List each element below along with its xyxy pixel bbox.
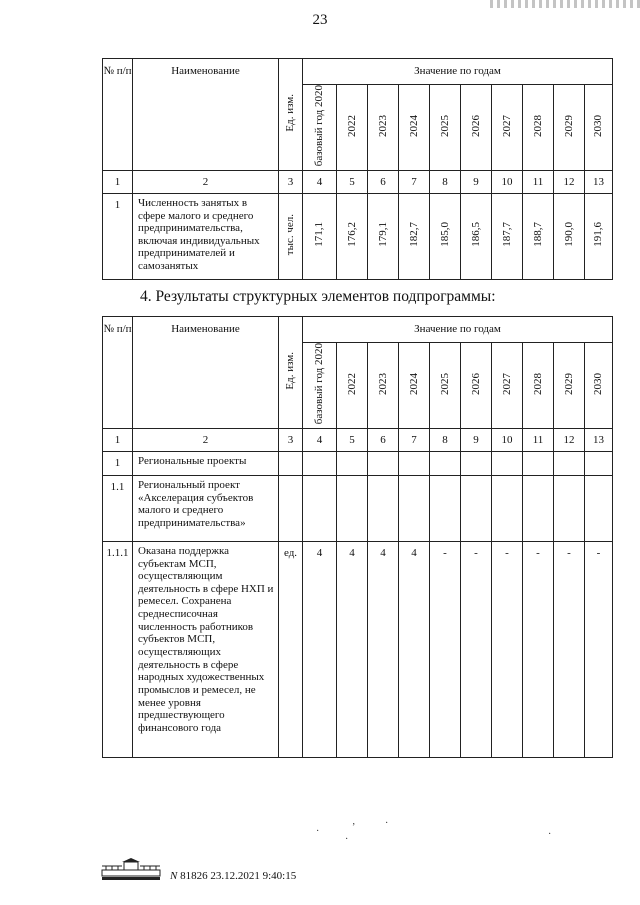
- row-name: Региональные проекты: [133, 451, 279, 475]
- indicators-table: [102, 58, 613, 280]
- col-number: 13: [585, 428, 613, 451]
- page-number: 23: [312, 12, 328, 28]
- row-value: [430, 475, 461, 541]
- row-value: 4: [399, 541, 430, 757]
- col-number: 6: [368, 170, 399, 193]
- header-year: 2023: [368, 343, 399, 429]
- col-number: 2: [133, 428, 279, 451]
- row-value: 190,0: [554, 193, 585, 279]
- row-unit: [279, 475, 303, 541]
- row-name: Оказана поддержка субъектам МСП, осуществляющим деятельность в сфере НХП и ремесел. Сохранена среднесписочная численность работников субъектов МСП, осуществляющих деятельность в сфере народных художественных промыслов и ремесел, не менее уровня предшествующего финансового года: [133, 541, 279, 757]
- row-value: [337, 451, 368, 475]
- col-number: 5: [337, 170, 368, 193]
- header-num: № п/п: [103, 317, 133, 429]
- row-value: [523, 475, 554, 541]
- col-number: 7: [399, 428, 430, 451]
- row-value: [399, 451, 430, 475]
- header-values-group: Значение по годам: [303, 59, 613, 85]
- row-value: 188,7: [523, 193, 554, 279]
- table-row: [103, 193, 613, 279]
- col-number: 11: [523, 428, 554, 451]
- header-year: 2030: [585, 85, 613, 171]
- row-value: [399, 475, 430, 541]
- header-num: № п/п: [103, 59, 133, 171]
- col-number: 3: [279, 428, 303, 451]
- row-value: [554, 475, 585, 541]
- row-value: -: [430, 541, 461, 757]
- row-unit: тыс. чел.: [279, 193, 303, 279]
- row-value: 171,1: [303, 193, 337, 279]
- row-value: [368, 451, 399, 475]
- header-base-year: базовый год 2020: [303, 85, 337, 171]
- row-value: 191,6: [585, 193, 613, 279]
- col-number: 4: [303, 428, 337, 451]
- col-number: 6: [368, 428, 399, 451]
- row-value: 4: [303, 541, 337, 757]
- row-value: [303, 475, 337, 541]
- header-year: 2028: [523, 343, 554, 429]
- row-name: Региональный проект «Акселерация субъектов малого и среднего предпринимательства»: [133, 475, 279, 541]
- col-number: 7: [399, 170, 430, 193]
- header-year: 2024: [399, 85, 430, 171]
- column-numbers-row: [103, 170, 613, 193]
- scan-speck: ·: [385, 818, 389, 829]
- row-num: 1: [103, 193, 133, 279]
- header-year: 2024: [399, 343, 430, 429]
- col-number: 10: [492, 428, 523, 451]
- scan-speck: ·: [548, 829, 552, 840]
- section-heading: 4. Результаты структурных элементов подпрограммы:: [140, 288, 496, 305]
- row-value: [585, 451, 613, 475]
- row-num: 1: [103, 451, 133, 475]
- row-value: [303, 451, 337, 475]
- col-number: 12: [554, 428, 585, 451]
- col-number: 12: [554, 170, 585, 193]
- col-number: 3: [279, 170, 303, 193]
- col-number: 8: [430, 170, 461, 193]
- row-value: 4: [337, 541, 368, 757]
- header-unit: Ед. изм.: [279, 59, 303, 171]
- header-year: 2025: [430, 343, 461, 429]
- row-value: 176,2: [337, 193, 368, 279]
- col-number: 4: [303, 170, 337, 193]
- government-building-icon: [100, 858, 162, 880]
- results-table: [102, 316, 613, 758]
- col-number: 9: [461, 428, 492, 451]
- row-value: [492, 451, 523, 475]
- row-value: [430, 451, 461, 475]
- col-number: 1: [103, 428, 133, 451]
- header-year: 2028: [523, 85, 554, 171]
- row-value: [554, 451, 585, 475]
- row-value: [585, 475, 613, 541]
- row-value: 187,7: [492, 193, 523, 279]
- col-number: 8: [430, 428, 461, 451]
- row-unit: ед.: [279, 541, 303, 757]
- row-value: 186,5: [461, 193, 492, 279]
- row-value: 4: [368, 541, 399, 757]
- row-value: -: [461, 541, 492, 757]
- header-year: 2029: [554, 85, 585, 171]
- table-row: [103, 541, 613, 757]
- row-value: [492, 475, 523, 541]
- stamp-text: N 81826 23.12.2021 9:40:15: [170, 870, 297, 882]
- scan-speck: ʼ: [352, 822, 356, 833]
- row-value: -: [492, 541, 523, 757]
- row-value: -: [523, 541, 554, 757]
- col-number: 9: [461, 170, 492, 193]
- row-value: [461, 451, 492, 475]
- scan-speck: ·: [345, 834, 349, 845]
- header-year: 2026: [461, 85, 492, 171]
- header-year: 2029: [554, 343, 585, 429]
- col-number: 2: [133, 170, 279, 193]
- registration-stamp: [100, 858, 420, 888]
- col-number: 5: [337, 428, 368, 451]
- col-number: 13: [585, 170, 613, 193]
- header-year: 2022: [337, 343, 368, 429]
- header-values-group: Значение по годам: [303, 317, 613, 343]
- header-year: 2025: [430, 85, 461, 171]
- row-name: Численность занятых в сфере малого и среднего предпринимательства, включая индивидуальных предпринимателей и самозанятых: [133, 193, 279, 279]
- row-value: 185,0: [430, 193, 461, 279]
- scan-speck: ·: [316, 826, 320, 837]
- row-value: -: [585, 541, 613, 757]
- row-value: [523, 451, 554, 475]
- header-name: Наименование: [133, 59, 279, 171]
- scan-artifact: [490, 0, 640, 8]
- header-year: 2022: [337, 85, 368, 171]
- header-year: 2027: [492, 343, 523, 429]
- col-number: 11: [523, 170, 554, 193]
- header-name: Наименование: [133, 317, 279, 429]
- header-year: 2030: [585, 343, 613, 429]
- column-numbers-row: [103, 428, 613, 451]
- row-unit: [279, 451, 303, 475]
- header-base-year: базовый год 2020: [303, 343, 337, 429]
- row-num: 1.1: [103, 475, 133, 541]
- row-value: [337, 475, 368, 541]
- row-value: 182,7: [399, 193, 430, 279]
- header-year: 2027: [492, 85, 523, 171]
- table-row: [103, 451, 613, 475]
- col-number: 10: [492, 170, 523, 193]
- row-num: 1.1.1: [103, 541, 133, 757]
- row-value: 179,1: [368, 193, 399, 279]
- col-number: 1: [103, 170, 133, 193]
- table-row: [103, 475, 613, 541]
- header-unit: Ед. изм.: [279, 317, 303, 429]
- header-year: 2026: [461, 343, 492, 429]
- row-value: -: [554, 541, 585, 757]
- header-year: 2023: [368, 85, 399, 171]
- row-value: [461, 475, 492, 541]
- row-value: [368, 475, 399, 541]
